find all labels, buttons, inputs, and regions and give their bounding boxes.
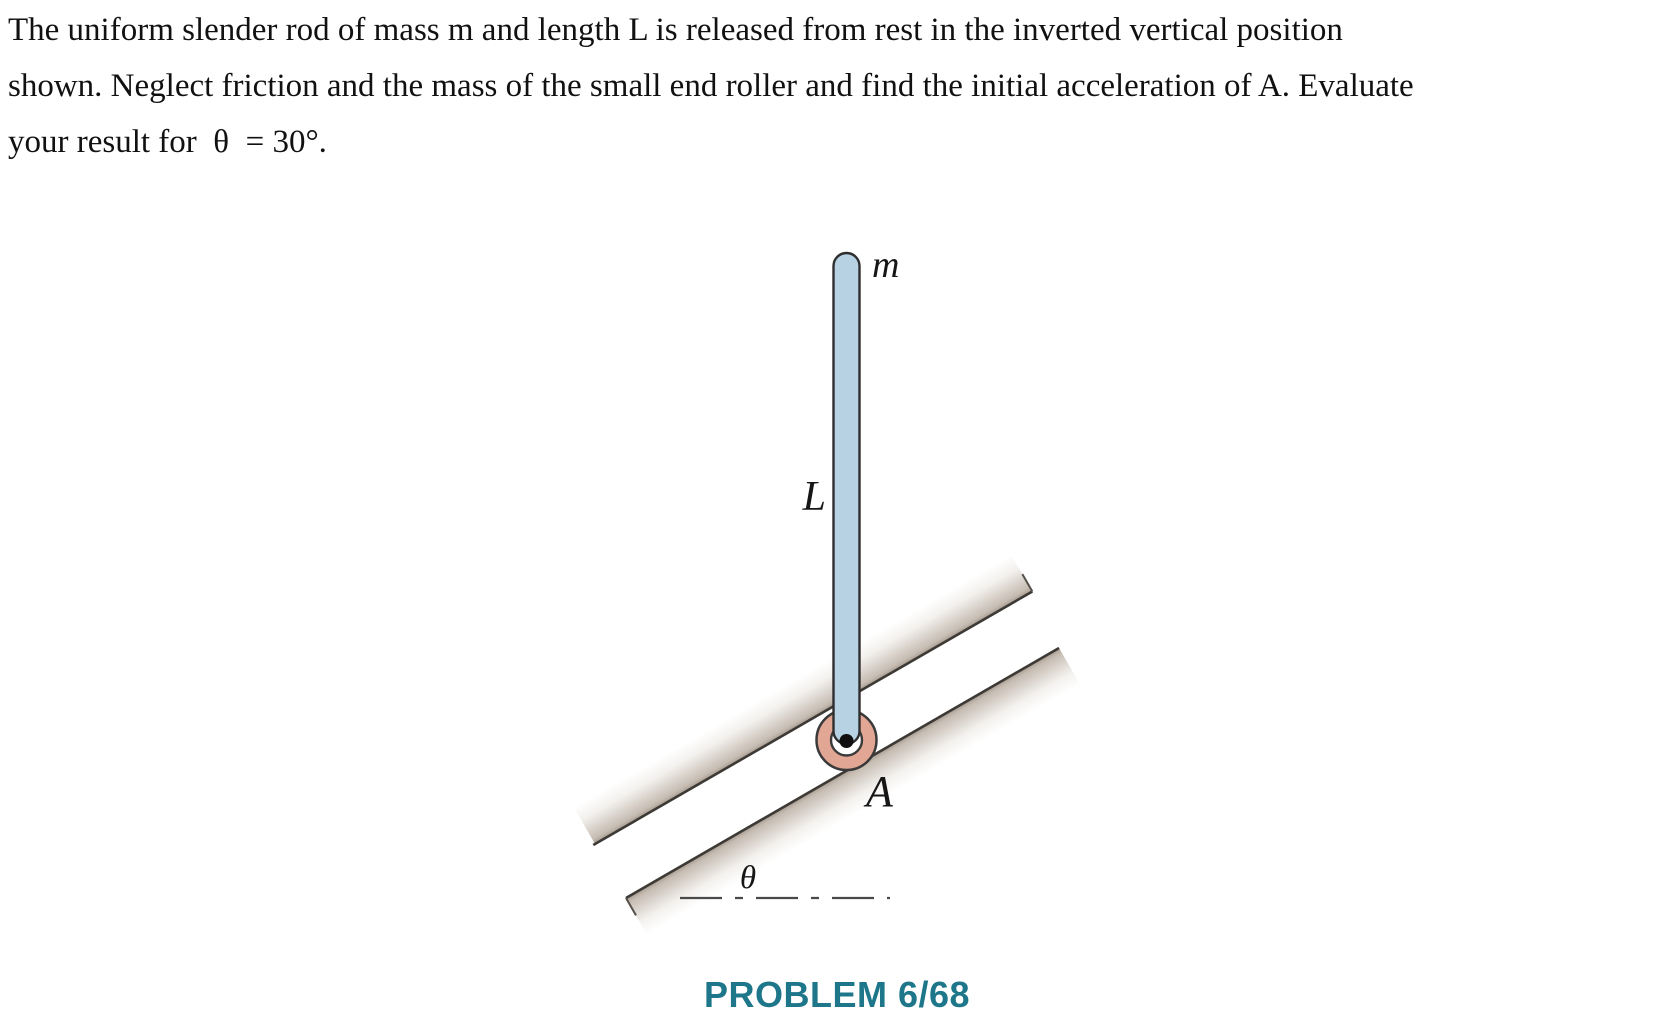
statement-line-3: your result for θ = 30°. <box>8 124 327 160</box>
label-A: A <box>866 767 893 816</box>
statement-line-1: The uniform slender rod of mass m and length L is released from rest in the inverted vertical position <box>8 12 1343 48</box>
roller-pin <box>840 734 854 748</box>
statement-line-2: shown. Neglect friction and the mass of the small end roller and find the initial acceleration of A. Evaluate <box>8 68 1414 104</box>
label-m: m <box>872 244 900 286</box>
figure-caption: PROBLEM 6/68 <box>703 974 971 1015</box>
rod <box>834 253 860 744</box>
label-theta: θ <box>739 860 757 896</box>
label-L: L <box>802 474 826 520</box>
